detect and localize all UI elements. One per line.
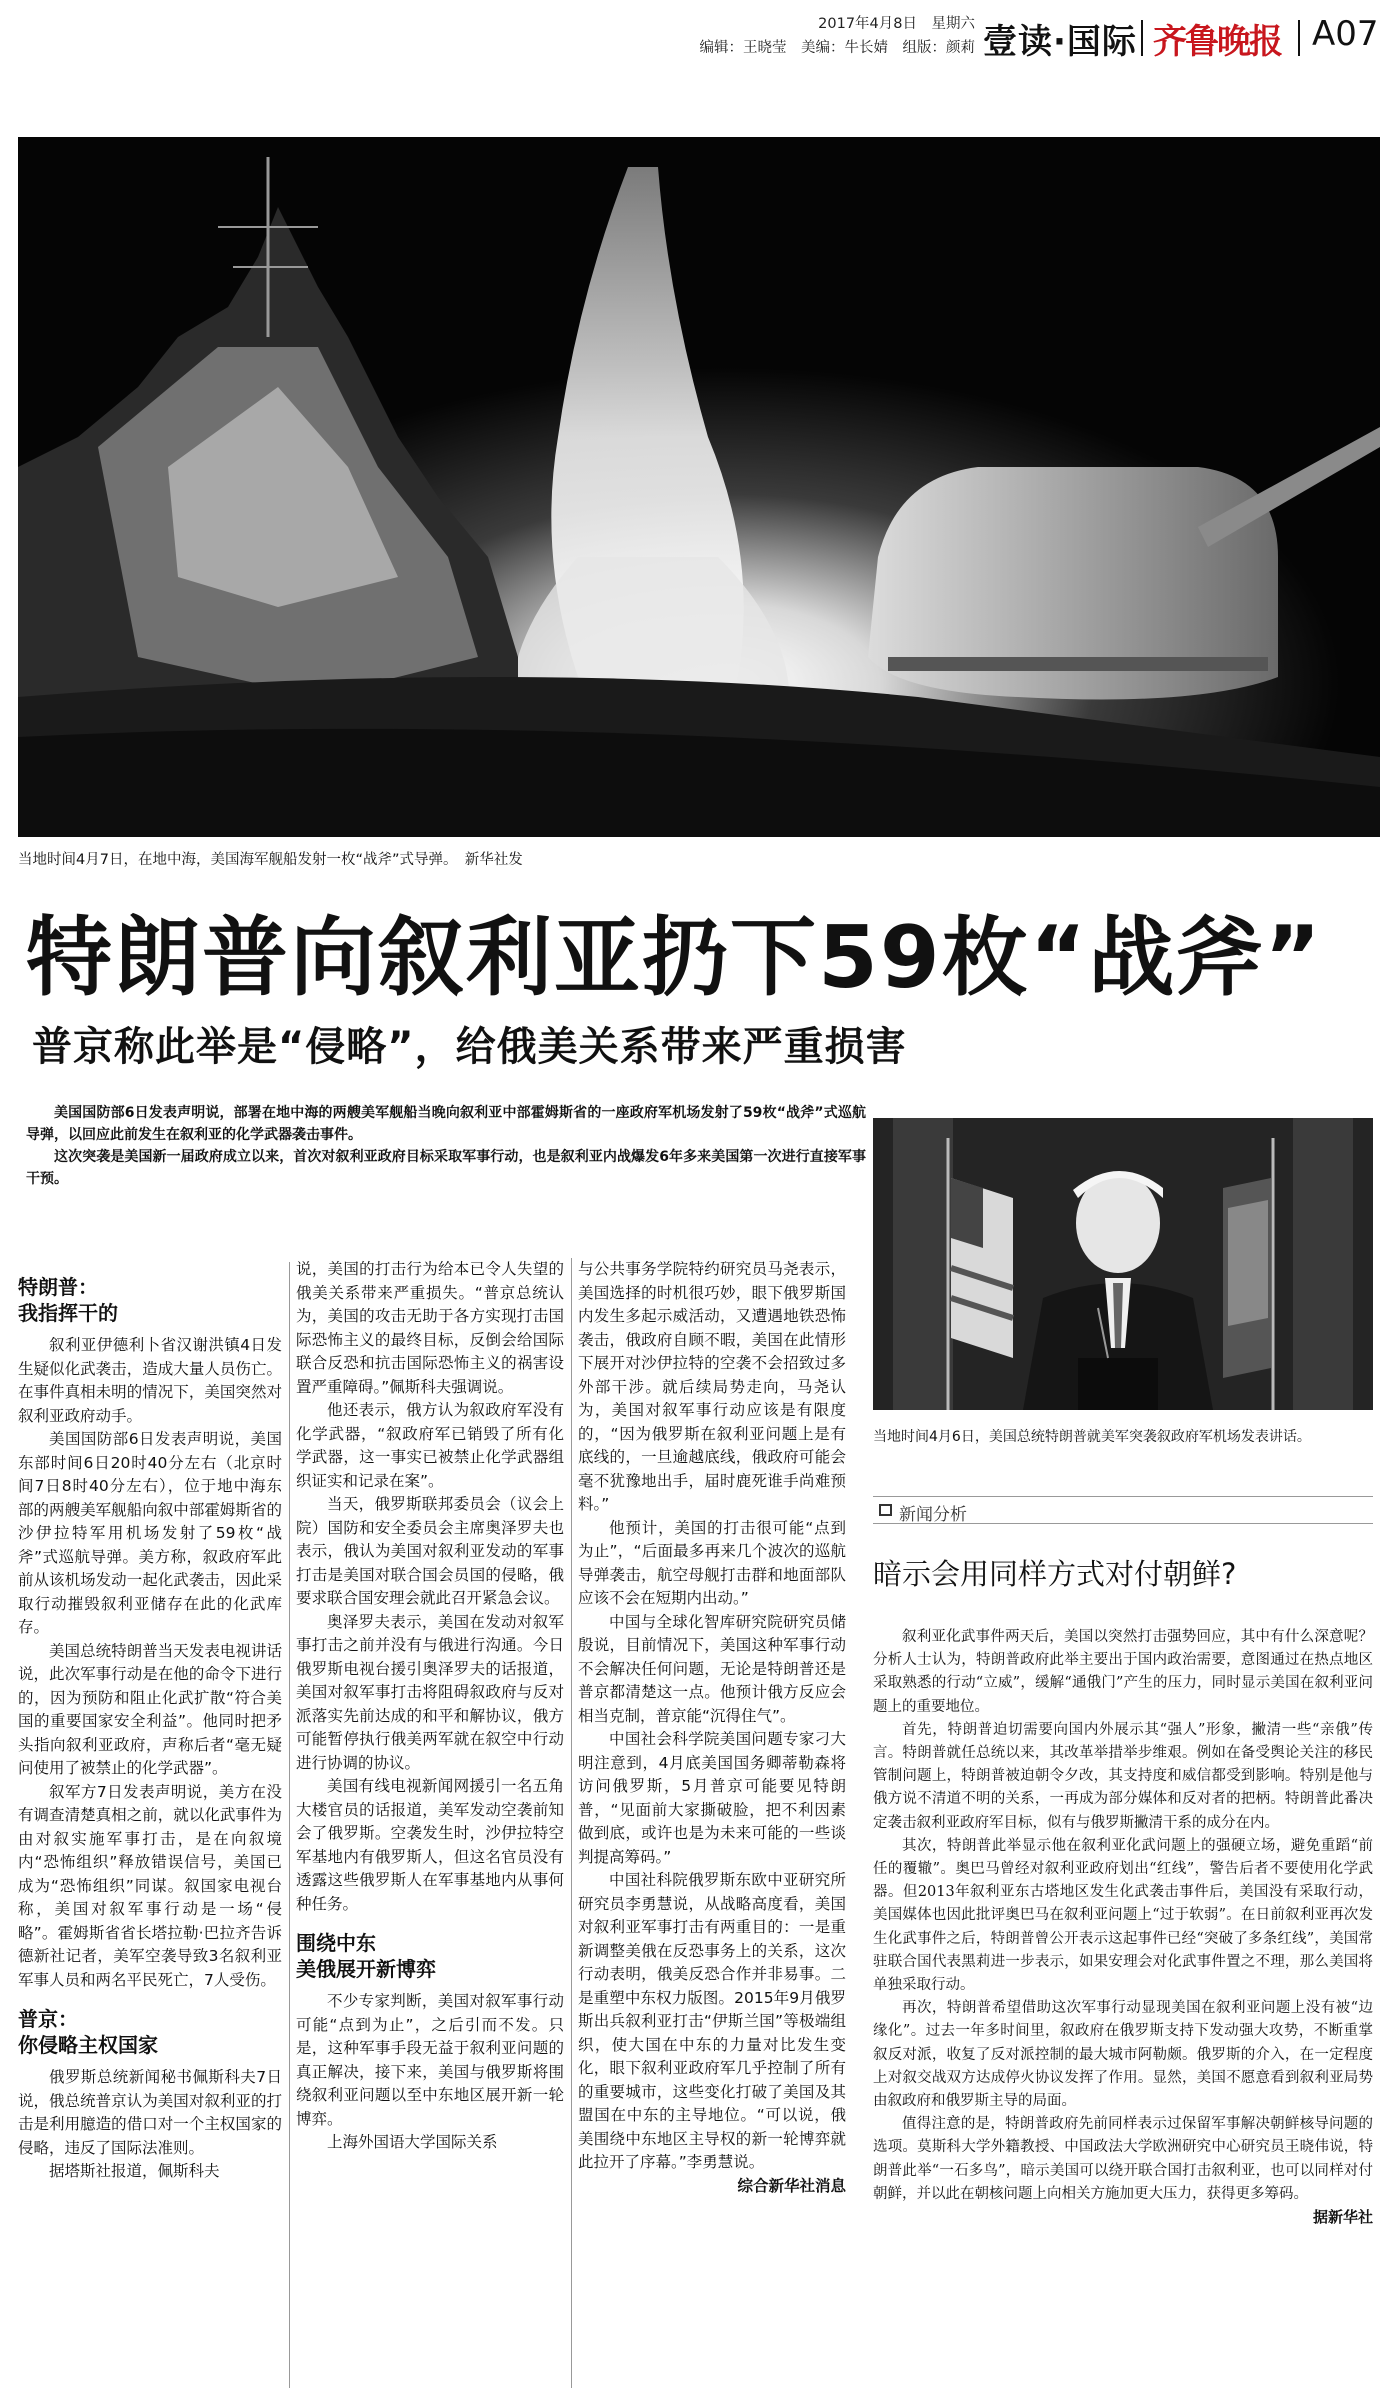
article-paragraph: 叙军方7日发表声明说，美方在没有调查清楚真相之前，就以化武事件为由对叙实施军事打击，是在向叙境内“恐怖组织”释放错误信号，美国已成为“恐怖组织”同谋。叙国家电视台称，美国对叙军事行动是一场“侵略”。霍姆斯省省长塔拉勒·巴拉齐告诉德新社记者，美军空袭导致3名叙利亚军事人员和两名平民死亡，7人受伤。 (18, 1782, 282, 1989)
article-paragraph: 他还表示，俄方认为叙政府军没有化学武器，“叙政府军已销毁了所有化学武器，这一事实已被禁止化学武器组织证实和记录在案”。 (296, 1401, 564, 1490)
news-analysis-tag (873, 1496, 1373, 1524)
section-heading-trump: 特朗普： 我指挥干的 (18, 1275, 118, 1325)
section-title: 壹读·国际 (983, 22, 1137, 62)
lead-paragraph: 这次突袭是美国新一届政府成立以来，首次对叙利亚政府目标采取军事行动，也是叙利亚内战爆发6年多来美国第一次进行直接军事干预。 (26, 1149, 866, 1187)
hero-caption: 当地时间4月7日，在地中海，美国海军舰船发射一枚“战斧”式导弹。 新华社发 (18, 852, 523, 868)
analysis-paragraph: 首先，特朗普迫切需要向国内外展示其“强人”形象，撇清一些“亲俄”传言。特朗普就任总统以来，其改革举措举步维艰。例如在备受舆论关注的移民管制问题上，特朗普被迫朝令夕改，其支持度和威信都受到影响。特别是他与俄方说不清道不明的关系，一再成为部分媒体和反对者的把柄。特朗普此番决定袭击叙利亚政府军目标，似有与俄罗斯撇清干系的成分在内。 (873, 1721, 1373, 1831)
section-heading-putin: 普京： 你侵略主权国家 (18, 2007, 158, 2057)
article-paragraph: 美国有线电视新闻网援引一名五角大楼官员的话报道，美军发动空袭前知会了俄罗斯。空袭发生时，沙伊拉特空军基地内有俄罗斯人，但这名官员没有透露这些俄罗斯人在军事基地内从事何种任务。 (296, 1777, 564, 1913)
article-paragraph: 与公共事务学院特约研究员马尧表示，美国选择的时机很巧妙，眼下俄罗斯国内发生多起示威活动，又遭遇地铁恐怖袭击，俄政府自顾不暇，美国在此情形下展开对沙伊拉特的空袭不会招致过多外部干涉。就后续局势走向，马尧认为，美国对叙军事行动应该是有限度的，“因为俄罗斯在叙利亚问题上是有底线的，一旦逾越底线，俄政府可能会毫不犹豫地出手，届时鹿死谁手尚难预料。” (578, 1260, 846, 1513)
analysis-paragraph (873, 2113, 1373, 2227)
header-divider (1141, 20, 1143, 56)
tag-label: 新闻分析 (899, 1505, 967, 1525)
article-column-1 (18, 1268, 282, 2388)
article-paragraph: 美国国防部6日发表声明说，美国东部时间6日20时40分左右（北京时间7日8时40分左右），位于地中海东部的两艘美军舰船向叙中部霍姆斯省的沙伊拉特军用机场发射了59枚“战斧”式巡航导弹。美方称，叙政府军此前从该机场发动一起化武袭击，因此采取行动摧毁叙利亚储存在此的化武库存。 (18, 1430, 282, 1636)
article-paragraph: 美国总统特朗普当天发表电视讲话说，此次军事行动是在他的命令下进行的，因为预防和阻止化武扩散“符合美国的重要国家安全利益”。他同时把矛头指向叙利亚政府，声称后者“毫无疑问使用了被禁止的化学武器”。 (18, 1641, 282, 1777)
photo2-caption: 当地时间4月6日，美国总统特朗普就美军突袭叙政府军机场发表讲话。 (873, 1429, 1311, 1445)
article-paragraph: 中国与全球化智库研究院研究员储殷说，目前情况下，美国这种军事行动不会解决任何问题，无论是特朗普还是普京都清楚这一点。他预计俄方反应会相当克制，普京能“沉得住气”。 (578, 1612, 846, 1725)
article-paragraph: 当天，俄罗斯联邦委员会（议会上院）国防和安全委员会主席奥泽罗夫也表示，俄认为美国对叙利亚发动的军事打击是美国对联合国会员国的侵略，俄要求联合国安理会就此召开紧急会议。 (296, 1495, 564, 1607)
analysis-body (873, 1626, 1373, 2229)
article-signoff: 综合新华社消息 (737, 2176, 846, 2195)
section-heading-middle-east: 围绕中东 美俄展开新博弈 (296, 1931, 436, 1981)
newspaper-logo: 齐鲁晚报 (1153, 22, 1281, 62)
article-column-2 (296, 1258, 564, 2388)
issue-date: 2017年4月8日 星期六 (818, 16, 975, 32)
page-number: A07 (1312, 14, 1379, 54)
analysis-paragraph: 再次，特朗普希望借助这次军事行动显现美国在叙利亚问题上没有被“边缘化”。过去一年多时间里，叙政府在俄罗斯支持下发动强大攻势，不断重掌叙反对派，收复了反对派控制的最大城市阿勒颇。俄罗斯的介入，在一定程度上对叙交战双方达成停火协议发挥了作用。显然，美国不愿意看到叙利亚局势由叙政府和俄罗斯主导的局面。 (873, 2000, 1373, 2110)
article-paragraph: 他预计，美国的打击很可能“点到为止”，“后面最多再来几个波次的巡航导弹袭击，航空母舰打击群和地面部队应该不会在短期内出动。” (578, 1518, 846, 1607)
analysis-paragraph: 其次，特朗普此举显示他在叙利亚化武问题上的强硬立场，避免重蹈“前任的覆辙”。奥巴马曾经对叙利亚政府划出“红线”，警告后者不要使用化学武器。但2013年叙利亚东古塔地区发生化武袭击事件后，美国没有采取行动，美国媒体也因此批评奥巴马在叙利亚问题上“过于软弱”。在日前叙利亚再次发生化武事件之后，特朗普曾公开表示这起事件已经“突破了多条红线”，美国常驻联合国代表黑莉进一步表示，如果安理会对化武事件置之不理，那么美国将单独采取行动。 (873, 1837, 1373, 1994)
lead-paragraphs (26, 1102, 866, 1190)
article-paragraph: 上海外国语大学国际关系 (327, 2133, 498, 2151)
missile-launch-photo (18, 137, 1380, 837)
editor-credits: 编辑：王晓莹 美编：牛长婧 组版：颜莉 (699, 40, 975, 56)
article-column-3 (578, 1258, 846, 2388)
column-divider (571, 1258, 572, 2388)
trump-speech-photo (873, 1118, 1373, 1410)
header-divider (1298, 20, 1300, 56)
lead-paragraph: 美国国防部6日发表声明说，部署在地中海的两艘美军舰船当晚向叙利亚中部霍姆斯省的一座政府军机场发射了59枚“战斧”式巡航导弹，以回应此前发生在叙利亚的化学武器袭击事件。 (26, 1105, 866, 1143)
article-paragraph: 据塔斯社报道，佩斯科夫 (49, 2162, 220, 2180)
article-paragraph: 说，美国的打击行为给本已令人失望的俄美关系带来严重损失。“普京总统认为，美国的攻击无助于各方实现打击国际恐怖主义的最终目标，反倒会给国际联合反恐和抗击国际恐怖主义的祸害设置严重障碍。”佩斯科夫强调说。 (296, 1260, 564, 1396)
article-paragraph: 叙利亚伊德利卜省汉谢洪镇4日发生疑似化武袭击，造成大量人员伤亡。在事件真相未明的情况下，美国突然对叙利亚政府动手。 (18, 1336, 282, 1425)
article-paragraph: 奥泽罗夫表示，美国在发动对叙军事打击之前并没有与俄进行沟通。今日俄罗斯电视台援引奥泽罗夫的话报道，美国对叙军事打击将阻碍叙政府与反对派落实先前达成的和平和解协议，俄方可能暂停执行俄美两军就在叙空中行动进行协调的协议。 (296, 1612, 564, 1772)
headline: 特朗普向叙利亚扔下59枚“战斧” (26, 908, 1323, 1008)
article-paragraph: 中国社科院俄罗斯东欧中亚研究所研究员李勇慧说，从战略高度看，美国对叙利亚军事打击有两重目的：一是重新调整美俄在反恐事务上的关系，这次行动表明，俄美反恐合作并非易事。二是重塑中东权力版图。2015年9月俄罗斯出兵叙利亚打击“伊斯兰国”等极端组织，使大国在中东的力量对比发生变化，眼下叙利亚政府军几乎控制了所有的重要城市，这些变化打破了美国及其盟国在中东的主导地位。“可以说，俄美围绕中东地区主导权的新一轮博弈就此拉开了序幕。”李勇慧说。 (578, 1871, 846, 2171)
analysis-paragraph: 叙利亚化武事件两天后，美国以突然打击强势回应，其中有什么深意呢？分析人士认为，特朗普政府此举主要出于国内政治需要，意图通过在热点地区采取熟悉的行动“立威”，缓解“通俄门”产生的压力，同时显示美国在叙利亚问题上的重要地位。 (873, 1629, 1373, 1715)
column-divider (289, 1262, 290, 2388)
analysis-signoff: 据新华社 (1312, 2208, 1373, 2227)
analysis-title: 暗示会用同样方式对付朝鲜? (873, 1557, 1237, 1591)
tag-square-icon (879, 1504, 892, 1516)
subheadline: 普京称此举是“侵略”，给俄美关系带来严重损害 (32, 1024, 907, 1070)
article-paragraph: 中国社会科学院美国问题专家刁大明注意到，4月底美国国务卿蒂勒森将访问俄罗斯，5月普京可能要见特朗普，“见面前大家撕破脸，把不利因素做到底，或许也是为未来可能的一些谈判提高筹码。” (578, 1730, 846, 1866)
analysis-last-text: 值得注意的是，特朗普政府先前同样表示过保留军事解决朝鲜核导问题的选项。莫斯科大学外籍教授、中国政法大学欧洲研究中心研究员王晓伟说，特朗普此举“一石多鸟”，暗示美国可以绕开联合国打击叙利亚，也可以同样对付朝鲜，并以此在朝核问题上向相关方施加更大压力，获得更多筹码。 (873, 2116, 1373, 2202)
article-paragraph: 不少专家判断，美国对叙军事行动可能“点到为止”，之后引而不发。只是，这种军事手段无益于叙利亚问题的真正解决，接下来，美国与俄罗斯将围绕叙利亚问题以至中东地区展开新一轮博弈。 (296, 1992, 564, 2128)
article-paragraph: 俄罗斯总统新闻秘书佩斯科夫7日说，俄总统普京认为美国对叙利亚的打击是利用臆造的借口对一个主权国家的侵略，违反了国际法准则。 (18, 2068, 282, 2157)
